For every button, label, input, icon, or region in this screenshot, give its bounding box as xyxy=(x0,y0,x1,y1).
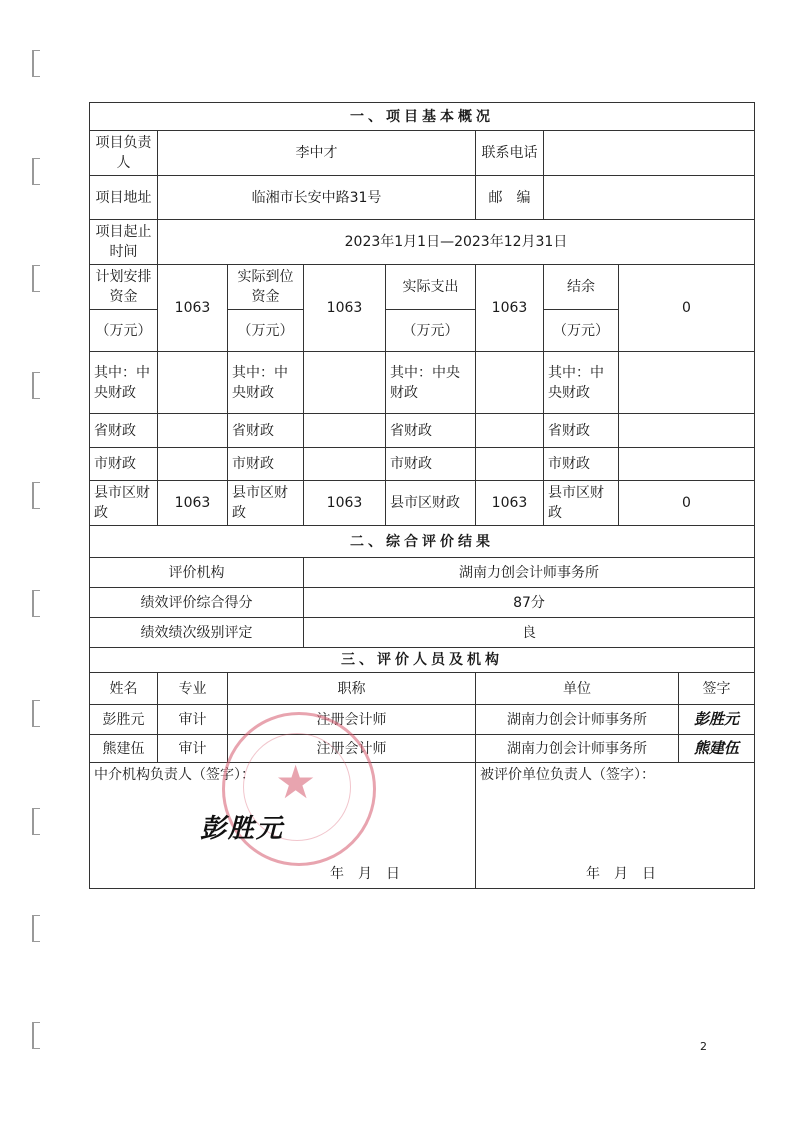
table-row xyxy=(90,735,755,763)
header-unit: 单位 xyxy=(476,673,679,705)
province-spent-value xyxy=(476,414,544,448)
agency-sign-label: 中介机构负责人（签字）： xyxy=(94,767,255,783)
central-finance-label: 其中：中央财政 xyxy=(90,352,158,414)
phone-value xyxy=(544,131,755,176)
staff-title: 注册会计师 xyxy=(228,705,476,735)
binding-mark xyxy=(32,700,40,727)
grade-label: 绩效绩次级别评定 xyxy=(90,618,304,648)
province-actual-value xyxy=(304,414,386,448)
agency-date: 年 月 日 xyxy=(330,866,400,882)
city-planned-value xyxy=(158,448,228,481)
binding-mark xyxy=(32,590,40,617)
binding-mark xyxy=(32,915,40,942)
county-actual-value: 1063 xyxy=(304,481,386,526)
staff-major: 审计 xyxy=(158,735,228,763)
planned-funds-label: 计划安排资金 xyxy=(90,265,158,310)
staff-signature-cell xyxy=(679,735,755,763)
central-finance-label: 其中：中央财政 xyxy=(386,352,476,414)
city-finance-label: 市财政 xyxy=(90,448,158,481)
county-finance-label: 县市区财政 xyxy=(90,481,158,526)
header-title: 职称 xyxy=(228,673,476,705)
staff-name: 彭胜元 xyxy=(90,705,158,735)
spent-funds-label: 实际支出 xyxy=(386,265,476,310)
address-label: 项目地址 xyxy=(90,176,158,220)
city-finance-label: 市财政 xyxy=(544,448,619,481)
handwritten-signature: 熊建伍 xyxy=(693,739,739,757)
header-signature: 签字 xyxy=(679,673,755,705)
city-actual-value xyxy=(304,448,386,481)
balance-value: 0 xyxy=(619,265,755,352)
binding-mark xyxy=(32,158,40,185)
planned-funds-unit: （万元） xyxy=(90,310,158,352)
period-label: 项目起止时间 xyxy=(90,220,158,265)
balance-unit: （万元） xyxy=(544,310,619,352)
phone-label: 联系电话 xyxy=(476,131,544,176)
binding-mark xyxy=(32,1022,40,1049)
handwritten-signature: 彭胜元 xyxy=(693,710,739,728)
county-finance-label: 县市区财政 xyxy=(228,481,304,526)
leader-label: 项目负责人 xyxy=(90,131,158,176)
evaluation-org-label: 评价机构 xyxy=(90,558,304,588)
postcode-label: 邮 编 xyxy=(476,176,544,220)
county-spent-value: 1063 xyxy=(476,481,544,526)
province-finance-label: 省财政 xyxy=(544,414,619,448)
header-major: 专业 xyxy=(158,673,228,705)
table-row xyxy=(90,705,755,735)
central-actual-value xyxy=(304,352,386,414)
province-balance-value xyxy=(619,414,755,448)
county-balance-value: 0 xyxy=(619,481,755,526)
county-planned-value: 1063 xyxy=(158,481,228,526)
planned-funds-value: 1063 xyxy=(158,265,228,352)
actual-funds-unit: （万元） xyxy=(228,310,304,352)
staff-major: 审计 xyxy=(158,705,228,735)
balance-label: 结余 xyxy=(544,265,619,310)
province-planned-value xyxy=(158,414,228,448)
city-spent-value xyxy=(476,448,544,481)
actual-funds-label: 实际到位资金 xyxy=(228,265,304,310)
city-finance-label: 市财政 xyxy=(386,448,476,481)
evaluated-sign-cell xyxy=(476,763,755,889)
staff-title: 注册会计师 xyxy=(228,735,476,763)
binding-mark xyxy=(32,808,40,835)
evaluation-form-table xyxy=(89,102,755,889)
city-balance-value xyxy=(619,448,755,481)
central-planned-value xyxy=(158,352,228,414)
address-value: 临湘市长安中路31号 xyxy=(158,176,476,220)
binding-mark xyxy=(32,372,40,399)
central-finance-label: 其中：中央财政 xyxy=(544,352,619,414)
section-title-staff: 三、评价人员及机构 xyxy=(90,648,755,673)
actual-funds-value: 1063 xyxy=(304,265,386,352)
evaluated-date: 年 月 日 xyxy=(586,866,656,882)
staff-unit: 湖南力创会计师事务所 xyxy=(476,705,679,735)
county-finance-label: 县市区财政 xyxy=(544,481,619,526)
staff-name: 熊建伍 xyxy=(90,735,158,763)
section-title-result: 二、综合评价结果 xyxy=(90,526,755,558)
central-balance-value xyxy=(619,352,755,414)
province-finance-label: 省财政 xyxy=(228,414,304,448)
binding-mark xyxy=(32,482,40,509)
section-title-basic: 一、项目基本概况 xyxy=(90,103,755,131)
central-spent-value xyxy=(476,352,544,414)
postcode-value xyxy=(544,176,755,220)
score-value: 87分 xyxy=(304,588,755,618)
binding-mark xyxy=(32,50,40,77)
evaluation-org-value: 湖南力创会计师事务所 xyxy=(304,558,755,588)
staff-signature-cell xyxy=(679,705,755,735)
star-icon: ★ xyxy=(275,755,317,809)
province-finance-label: 省财政 xyxy=(386,414,476,448)
central-finance-label: 其中：中央财政 xyxy=(228,352,304,414)
binding-mark xyxy=(32,265,40,292)
evaluated-sign-label: 被评价单位负责人（签字）： xyxy=(480,767,655,783)
province-finance-label: 省财政 xyxy=(90,414,158,448)
grade-value: 良 xyxy=(304,618,755,648)
period-value: 2023年1月1日—2023年12月31日 xyxy=(158,220,755,265)
score-label: 绩效评价综合得分 xyxy=(90,588,304,618)
leader-value: 李中才 xyxy=(158,131,476,176)
page-number: 2 xyxy=(700,1040,707,1053)
staff-unit: 湖南力创会计师事务所 xyxy=(476,735,679,763)
spent-funds-unit: （万元） xyxy=(386,310,476,352)
header-name: 姓名 xyxy=(90,673,158,705)
agency-handwritten-signature: 彭胜元 xyxy=(200,814,285,844)
spent-funds-value: 1063 xyxy=(476,265,544,352)
city-finance-label: 市财政 xyxy=(228,448,304,481)
county-finance-label: 县市区财政 xyxy=(386,481,476,526)
